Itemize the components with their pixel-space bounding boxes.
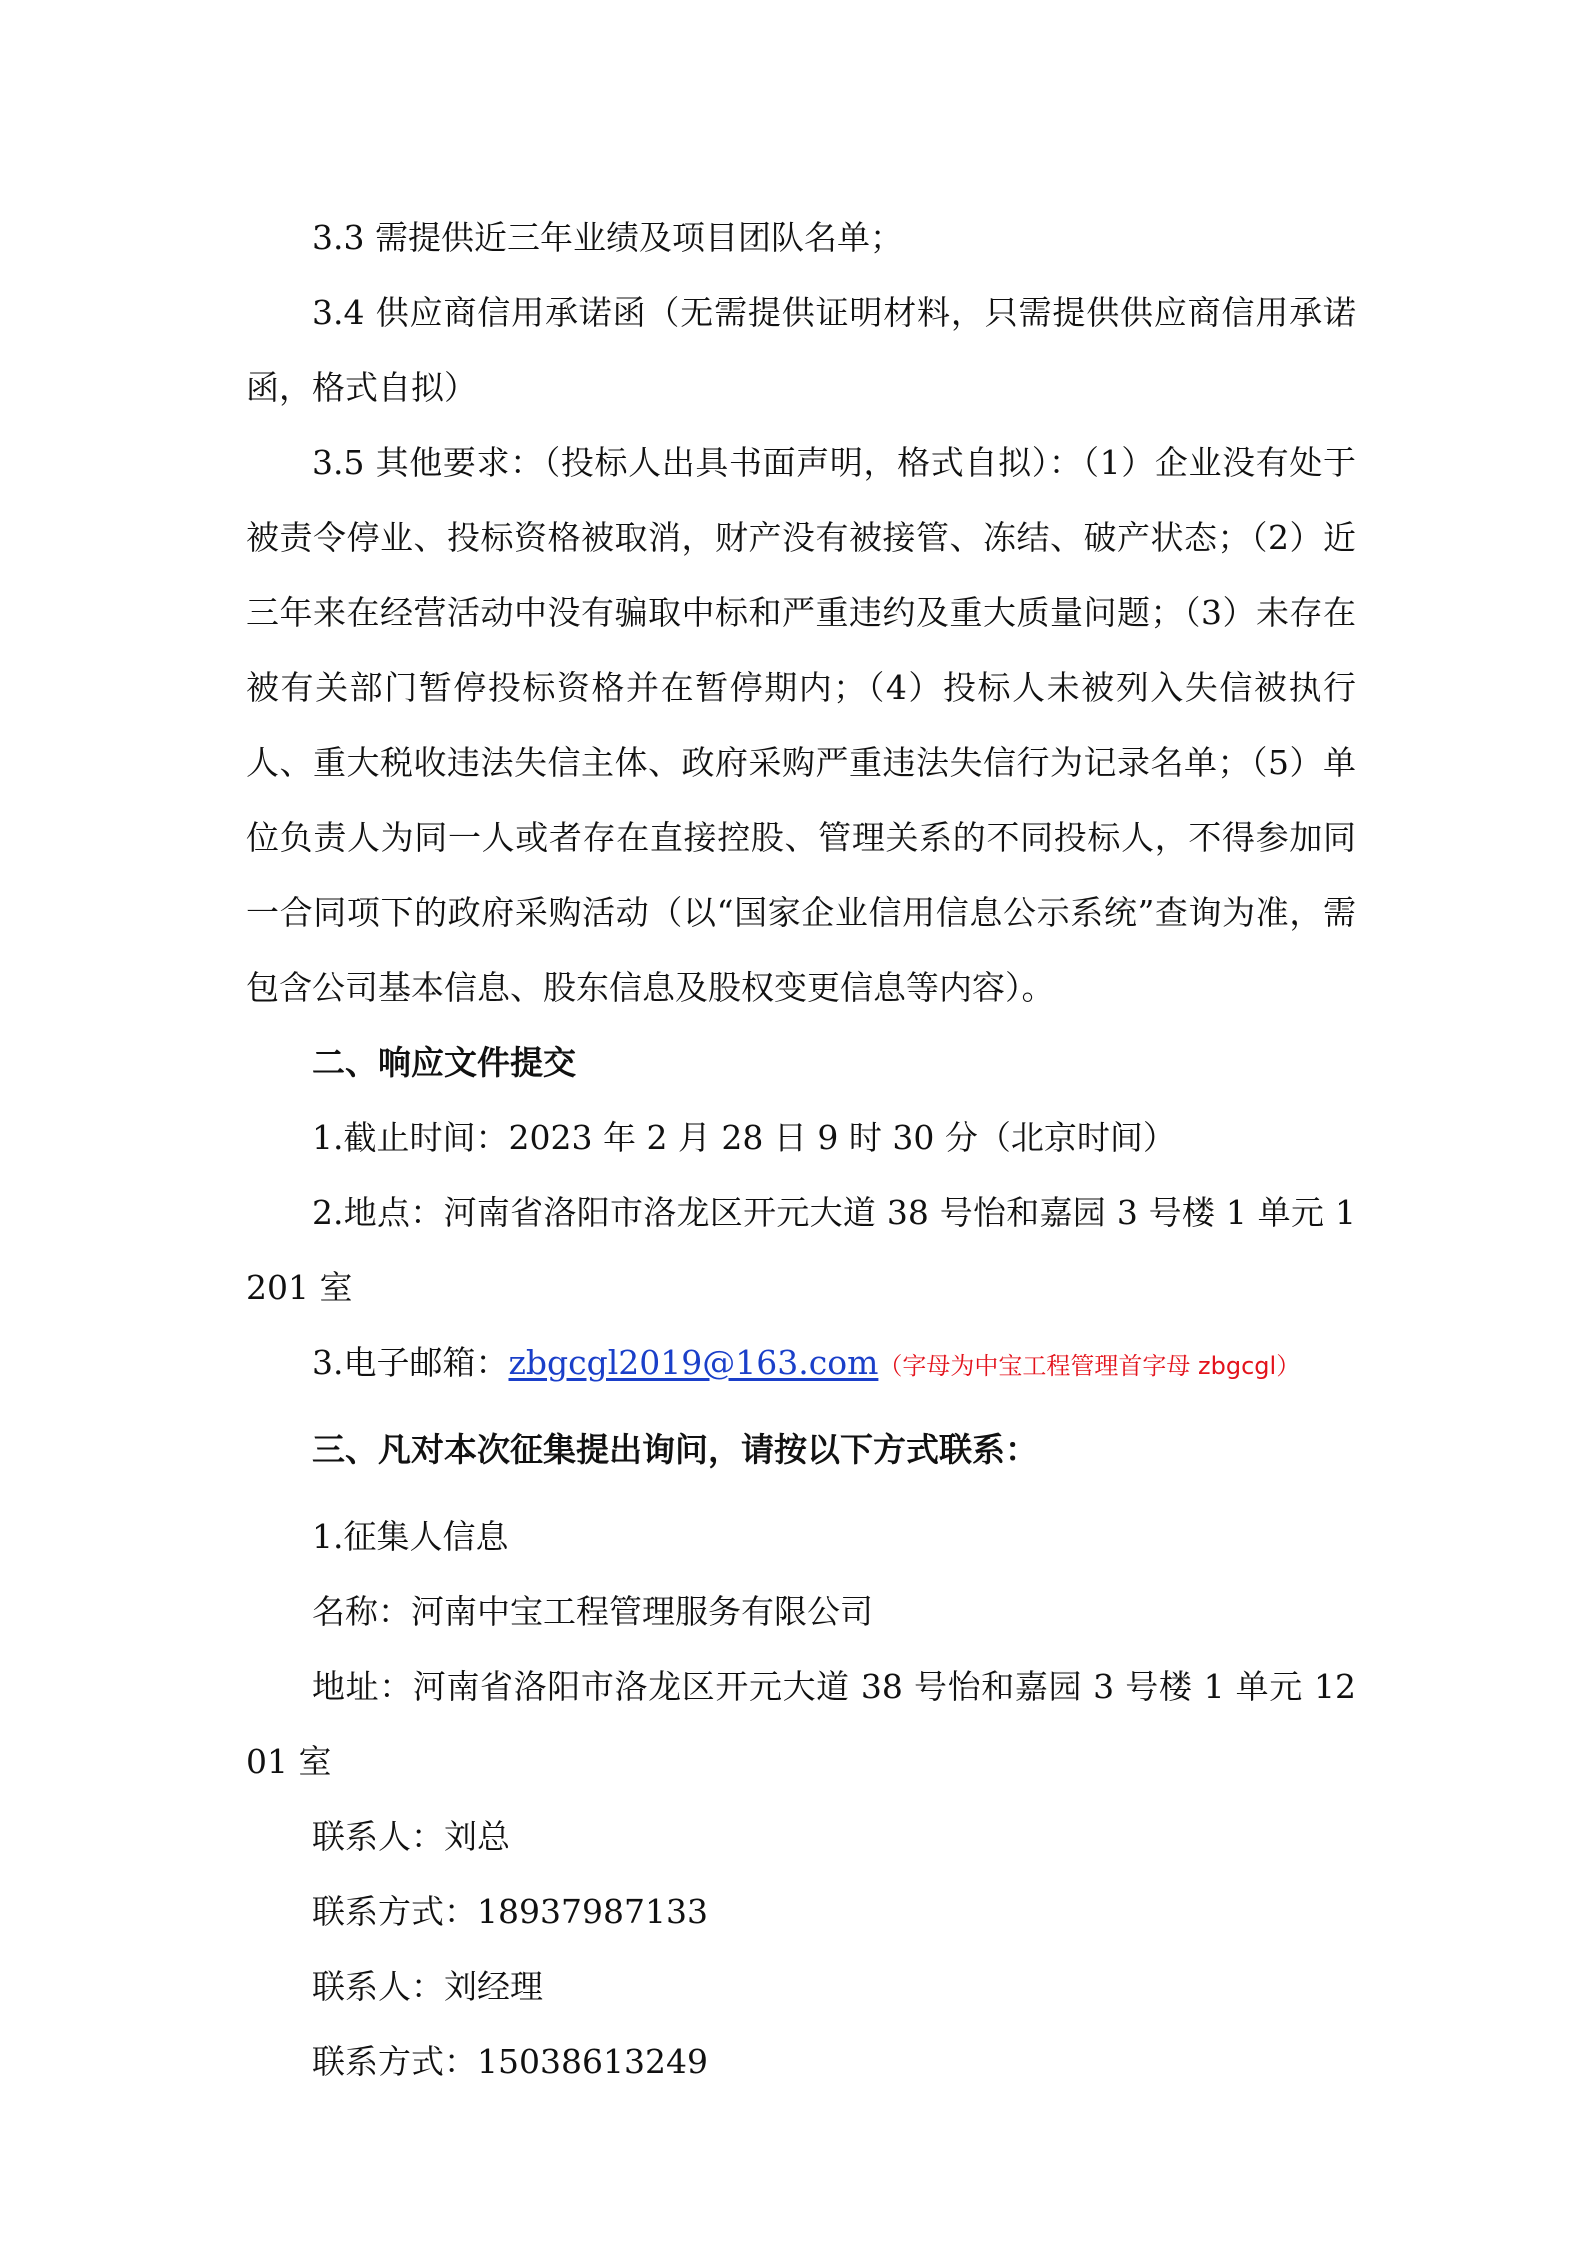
contact-phone-2: 联系方式：15038613249 bbox=[312, 2042, 708, 2081]
contact-phone-1: 联系方式：18937987133 bbox=[312, 1892, 708, 1931]
collector-name: 名称：河南中宝工程管理服务有限公司 bbox=[312, 1592, 873, 1631]
collector-address: 地址：河南省洛阳市洛龙区开元大道 38 号怡和嘉园 3 号楼 1 单元 1201 室 bbox=[246, 1667, 1356, 1781]
collector-info-label: 1.征集人信息 bbox=[312, 1517, 509, 1556]
submission-location: 2.地点：河南省洛阳市洛龙区开元大道 38 号怡和嘉园 3 号楼 1 单元 1201 室 bbox=[246, 1193, 1356, 1307]
email-link[interactable]: zbgcgl2019@163.com bbox=[508, 1343, 879, 1382]
email-label: 3.电子邮箱： bbox=[312, 1343, 509, 1382]
email-note: （字母为中宝工程管理首字母 zbgcgl） bbox=[878, 1352, 1301, 1380]
submission-email-line bbox=[246, 1325, 1356, 1404]
submission-heading: 二、响应文件提交 bbox=[312, 1043, 576, 1082]
requirement-3-3: 3.3 需提供近三年业绩及项目团队名单； bbox=[312, 218, 903, 257]
inquiry-heading: 三、凡对本次征集提出询问，请按以下方式联系： bbox=[312, 1430, 1038, 1469]
contact-person-1: 联系人：刘总 bbox=[312, 1817, 510, 1856]
submission-deadline: 1.截止时间：2023 年 2 月 28 日 9 时 30 分（北京时间） bbox=[312, 1118, 1176, 1157]
contact-person-2: 联系人：刘经理 bbox=[312, 1967, 543, 2006]
document-body bbox=[246, 200, 1356, 2099]
requirement-3-5: 3.5 其他要求：（投标人出具书面声明，格式自拟）：（1）企业没有处于被责令停业、投标资格被取消，财产没有被接管、冻结、破产状态；（2）近三年来在经营活动中没有骗取中标和严重违约及重大质量问题；（3）未存在被有关部门暂停投标资格并在暂停期内；（4）投标人未被列入失信被执行人、重大税收违法失信主体、政府采购严重违法失信行为记录名单；（5）单位负责人为同一人或者存在直接控股、管理关系的不同投标人，不得参加同一合同项下的政府采购活动（以“国家企业信用信息公示系统”查询为准，需包含公司基本信息、股东信息及股权变更信息等内容）。 bbox=[246, 443, 1356, 1007]
requirement-3-4: 3.4 供应商信用承诺函（无需提供证明材料，只需提供供应商信用承诺函，格式自拟） bbox=[246, 293, 1356, 407]
